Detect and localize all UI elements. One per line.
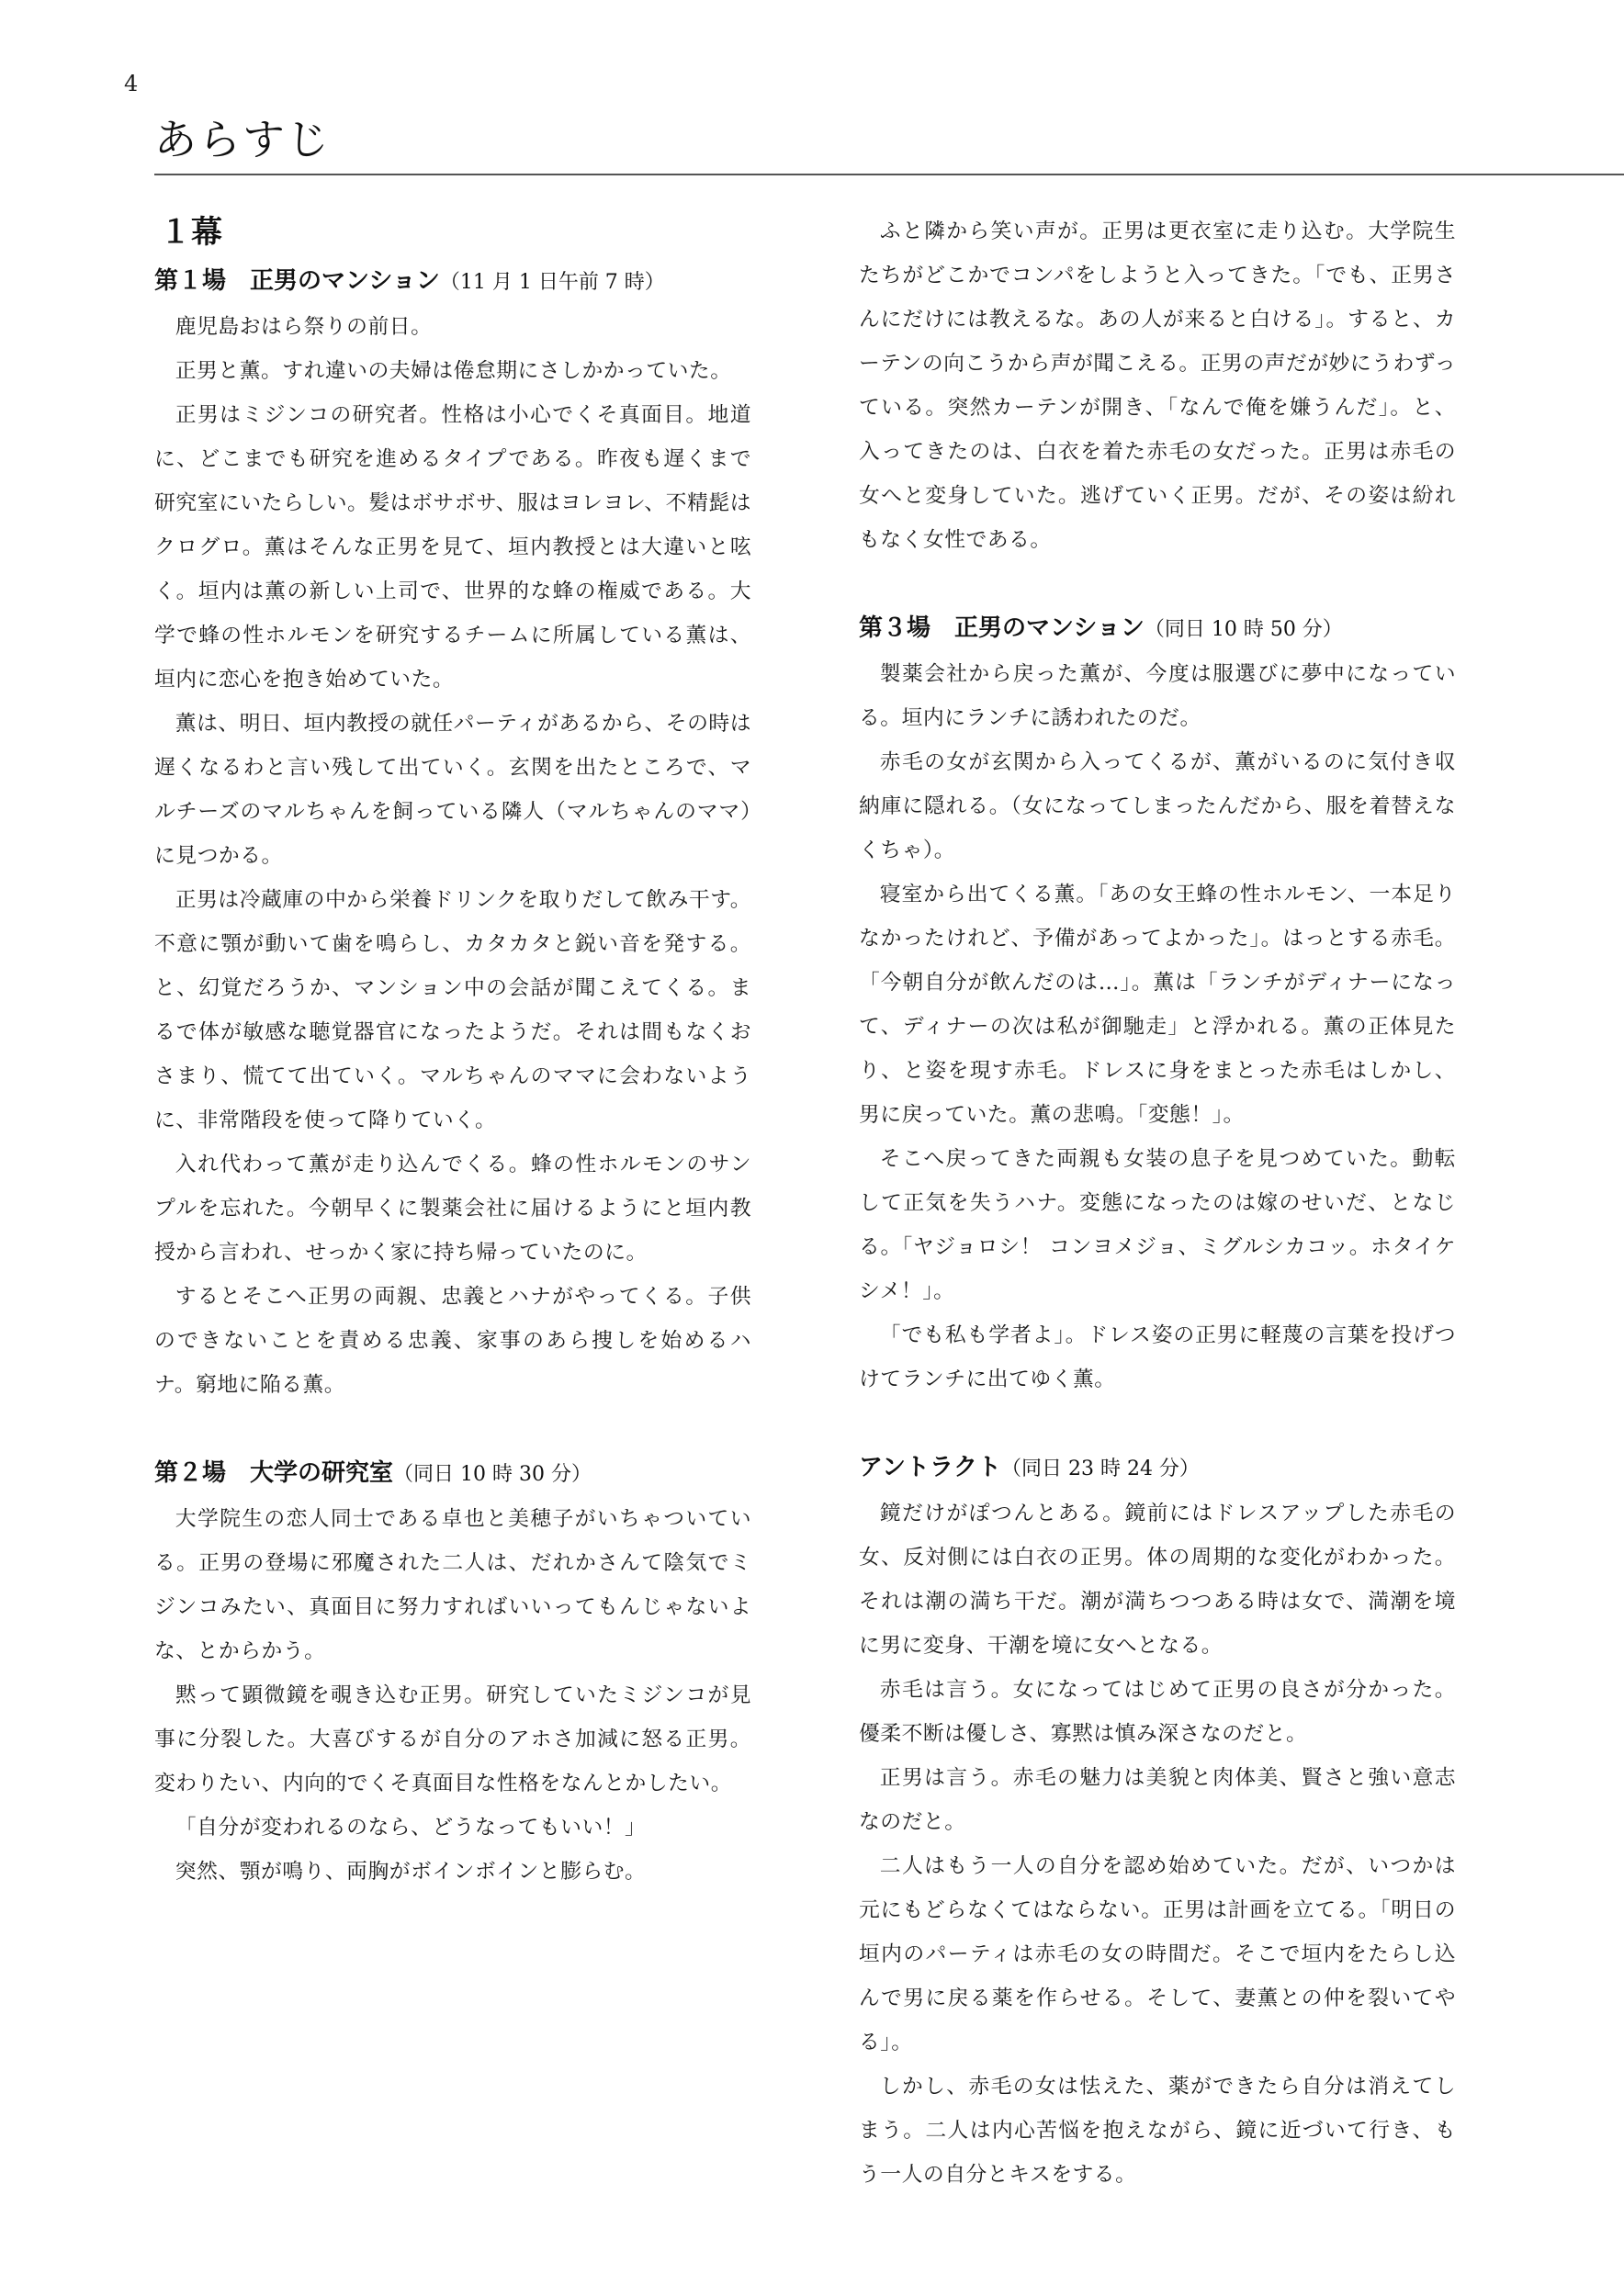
page-title: あらすじ (154, 115, 331, 164)
scene-title: アントラクト (859, 1454, 1001, 1481)
paragraph: 赤毛の女が玄関から入ってくるが、薫がいるのに気付き収納庫に隠れる。（女になってしまったんだから、服を着替えなくちゃ）。 (859, 750, 1456, 862)
paragraph: 赤毛は言う。女になってはじめて正男の良さが分かった。優柔不断は優しさ、寡黙は慎み深さなのだと。 (859, 1678, 1456, 1746)
scene-time: （11 月 1 日午前 7 時） (439, 271, 665, 294)
paragraph: ふと隣から笑い声が。正男は更衣室に走り込む。大学院生たちがどこかでコンパをしようと入ってきた。「でも、正男さんにだけには教えるな。あの人が来ると白ける」。すると、カーテンの向こうから声が聞こえる。正男の声だが妙にうわずっている。突然カーテンが開き、「なんで俺を嫌うんだ」。と、入ってきたのは、白衣を着た赤毛の女だった。正男は赤毛の女へと変身していた。逃げていく正男。だが、その姿は紛れもなく女性である。 (859, 219, 1456, 552)
scene-2 (154, 1451, 751, 1894)
paragraph: 大学院生の恋人同士である卓也と美穂子がいちゃついている。正男の登場に邪魔された二人は、だれかさんて陰気でミジンコみたい、真面目に努力すればいいってもんじゃないよな、とからかう。 (154, 1507, 751, 1663)
paragraph: 寝室から出てくる薫。「あの女王蜂の性ホルモン、一本足りなかったけれど、予備があってよかった」。はっとする赤毛。「今朝自分が飲んだのは…」。薫は「ランチがディナーになって、ディナーの次は私が御馳走」と浮かれる。薫の正体見たり、と姿を現す赤毛。ドレスに身をまとった赤毛はしかし、男に戻っていた。薫の悲鳴。「変態！」。 (859, 883, 1456, 1127)
scene-1 (154, 259, 751, 1407)
scene-spacer (154, 1407, 751, 1451)
scene-heading (154, 259, 751, 305)
paragraph: 製薬会社から戻った薫が、今度は服選びに夢中になっている。垣内にランチに誘われたのだ。 (859, 662, 1456, 730)
paragraph: 二人はもう一人の自分を認め始めていた。だが、いつかは元にもどらなくてはならない。正男は計画を立てる。「明日の垣内のパーティは赤毛の女の時間だ。そこで垣内をたらし込んで男に戻る薬を作らせる。そして、妻薫との仲を裂いてやる」。 (859, 1854, 1456, 2054)
scene-time: （同日 10 時 50 分） (1144, 618, 1343, 641)
paragraph: 正男は言う。赤毛の魅力は美貌と肉体美、賢さと強い意志なのだと。 (859, 1766, 1456, 1834)
paragraph: 鏡だけがぽつんとある。鏡前にはドレスアップした赤毛の女、反対側には白衣の正男。体の周期的な変化がわかった。それは潮の満ち干だ。潮が満ちつつある時は女で、満潮を境に男に変身、干潮を境に女へとなる。 (859, 1502, 1456, 1658)
scene-spacer (859, 1401, 1456, 1446)
paragraph: 「自分が変われるのなら、どうなってもいい！」 (175, 1816, 647, 1840)
paragraph: 正男と薫。すれ違いの夫婦は倦怠期にさしかかっていた。 (175, 359, 732, 383)
scene-title: 第３場 正男のマンション (859, 614, 1145, 642)
paragraph: しかし、赤毛の女は怯えた、薬ができたら自分は消えてしまう。二人は内心苦悩を抱えながら、鏡に近づいて行き、もう一人の自分とキスをする。 (859, 2075, 1456, 2187)
left-column (154, 209, 751, 1894)
paragraph: そこへ戻ってきた両親も女装の息子を見つめていた。動転して正気を失うハナ。変態になったのは嫁のせいだ、となじる。「ヤジョロシ！ コンヨメジョ、ミグルシカコッ。ホタイケシメ！」。 (859, 1147, 1456, 1303)
scene-title: 第１場 正男のマンション (154, 267, 440, 295)
scene-heading (859, 1446, 1456, 1491)
paragraph: するとそこへ正男の両親、忠義とハナがやってくる。子供のできないことを責める忠義、家事のあら捜しを始めるハナ。窮地に陥る薫。 (154, 1285, 751, 1397)
title-divider (154, 174, 1624, 175)
paragraph: 鹿児島おはら祭りの前日。 (175, 315, 433, 339)
scene-spacer (859, 562, 1456, 606)
paragraph: 入れ代わって薫が走り込んでくる。蜂の性ホルモンのサンプルを忘れた。今朝早くに製薬会社に届けるようにと垣内教授から言われ、せっかく家に持ち帰っていたのに。 (154, 1153, 751, 1265)
paragraph: 「でも私も学者よ」。ドレス姿の正男に軽蔑の言葉を投げつけてランチに出てゆく薫。 (859, 1323, 1456, 1391)
paragraph: 薫は、明日、垣内教授の就任パーティがあるから、その時は遅くなるわと言い残して出ていく。玄関を出たところで、マルチーズのマルちゃんを飼っている隣人（マルちゃんのママ）に見つかる。 (154, 712, 751, 868)
paragraph: 突然、顎が鳴り、両胸がボインボインと膨らむ。 (175, 1860, 647, 1884)
scene-2-continued (859, 209, 1456, 562)
scene-heading (154, 1451, 751, 1497)
paragraph: 黙って顕微鏡を覗き込む正男。研究していたミジンコが見事に分裂した。大喜びするが自分のアホさ加減に怒る正男。変わりたい、内向的でくそ真面目な性格をなんとかしたい。 (154, 1683, 751, 1795)
scene-time: （同日 10 時 30 分） (393, 1463, 592, 1486)
scene-title: 第２場 大学の研究室 (154, 1459, 394, 1487)
scene-heading (859, 606, 1456, 652)
paragraph: 正男は冷蔵庫の中から栄養ドリンクを取りだして飲み干す。不意に顎が動いて歯を鳴らし、カタカタと鋭い音を発する。と、幻覚だろうか、マンション中の会話が聞こえてくる。まるで体が敏感な聴覚器官になったようだ。それは間もなくおさまり、慌てて出ていく。マルちゃんのママに会わないように、非常階段を使って降りていく。 (154, 888, 751, 1132)
scene-3 (859, 606, 1456, 1401)
right-column (859, 209, 1456, 2197)
scene-time: （同日 23 時 24 分） (1000, 1458, 1200, 1480)
entr-acte (859, 1446, 1456, 2197)
page-number: 4 (124, 71, 139, 96)
paragraph: 正男はミジンコの研究者。性格は小心でくそ真面目。地道に、どこまでも研究を進めるタイプである。昨夜も遅くまで研究室にいたらしい。髪はボサボサ、服はヨレヨレ、不精髭はクログロ。薫はそんな正男を見て、垣内教授とは大違いと呟く。垣内は薫の新しい上司で、世界的な蜂の権威である。大学で蜂の性ホルモンを研究するチームに所属している薫は、垣内に恋心を抱き始めていた。 (154, 403, 751, 692)
act-heading: １幕 (160, 214, 222, 251)
